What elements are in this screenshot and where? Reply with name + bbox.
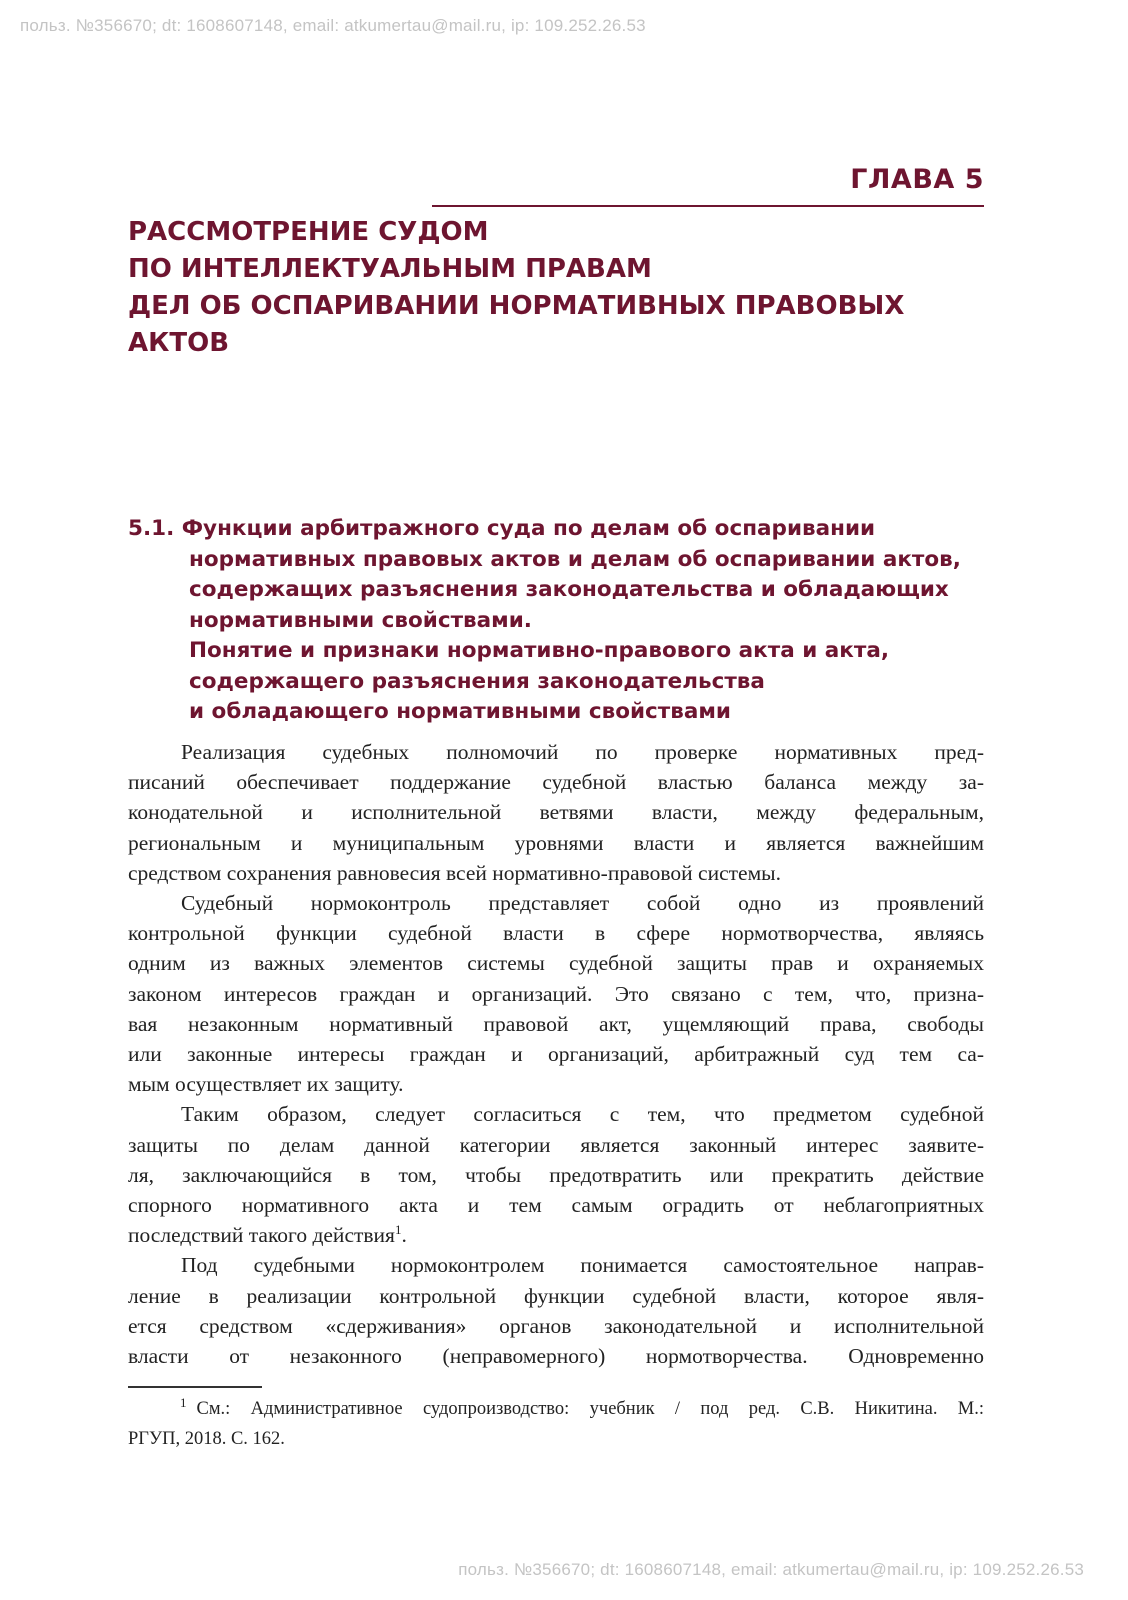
body-line: Реализация судебных полномочий по проверке нормативных пред- bbox=[181, 740, 984, 764]
chapter-title-line: ПО ИНТЕЛЛЕКТУАЛЬНЫМ ПРАВАМ bbox=[128, 254, 652, 284]
footnote-mark: 1 bbox=[180, 1394, 187, 1410]
body-text bbox=[128, 737, 984, 1371]
body-line-text: последствий такого действия bbox=[128, 1223, 395, 1248]
chapter-title bbox=[128, 214, 988, 362]
footnote-divider bbox=[128, 1386, 262, 1388]
chapter-title-line: ДЕЛ ОБ ОСПАРИВАНИИ НОРМАТИВНЫХ ПРАВОВЫХ bbox=[128, 291, 905, 321]
body-line: законом интересов граждан и организаций. Это связано с тем, что, призна- bbox=[128, 981, 984, 1006]
chapter-title-line: РАССМОТРЕНИЕ СУДОМ bbox=[128, 217, 489, 247]
body-line: Судебный нормоконтроль представляет собой одно из проявлений bbox=[181, 891, 984, 916]
body-line: спорного нормативного акта и тем самым оградить от неблагоприятных bbox=[128, 1193, 984, 1218]
body-line: средством сохранения равновесия всей нормативно-правовой системы. bbox=[128, 860, 781, 885]
body-line: власти от незаконного (неправомерного) нормотворчества. Одновременно bbox=[128, 1344, 984, 1369]
section-heading-line: 5.1. Функции арбитражного суда по делам об оспаривании bbox=[128, 516, 876, 541]
body-line: защиты по делам данной категории является законный интерес заявите- bbox=[128, 1132, 984, 1157]
chapter-title-line: АКТОВ bbox=[128, 328, 230, 358]
footnote-line bbox=[128, 1394, 984, 1424]
section-subheading-line: и обладающего нормативными свойствами bbox=[189, 699, 731, 724]
body-line: одним из важных элементов системы судебной защиты прав и охраняемых bbox=[128, 951, 984, 976]
section-subheading-line: Понятие и признаки нормативно-правового акта и акта, bbox=[189, 638, 889, 663]
section-subheading-line: содержащего разъяснения законодательства bbox=[189, 668, 765, 694]
body-line: Под судебными нормоконтролем понимается самостоятельное направ- bbox=[181, 1253, 984, 1278]
body-line: ление в реализации контрольной функции судебной власти, которое явля- bbox=[128, 1283, 984, 1308]
body-line: ля, заключающийся в том, чтобы предотвратить или прекратить действие bbox=[128, 1162, 984, 1187]
body-line: региональным и муниципальным уровнями власти и является важнейшим bbox=[128, 830, 984, 855]
body-line-period: . bbox=[401, 1223, 407, 1248]
footnote-reference[interactable]: 1 bbox=[394, 1222, 402, 1238]
watermark-top: польз. №356670; dt: 1608607148, email: atkumertau@mail.ru, ip: 109.252.26.53 bbox=[20, 16, 646, 35]
body-line: вая незаконным нормативный правовой акт, ущемляющий права, свободы bbox=[128, 1011, 984, 1036]
footnote bbox=[128, 1394, 984, 1454]
body-line: Таким образом, следует согласиться с тем, что предметом судебной bbox=[181, 1102, 984, 1127]
body-line: писаний обеспечивает поддержание судебной властью баланса между за- bbox=[128, 770, 984, 795]
footnote-text: См.: Административное судопроизводство: учебник / под ред. С.В. Никитина. М.: bbox=[196, 1399, 984, 1419]
section-heading-line: нормативными свойствами. bbox=[189, 607, 532, 633]
body-line: контрольной функции судебной власти в сфере нормотворчества, являясь bbox=[128, 921, 984, 946]
body-line-with-footnote bbox=[128, 1220, 984, 1250]
body-line: конодательной и исполнительной ветвями власти, между федеральным, bbox=[128, 800, 984, 825]
watermark-bottom: польз. №356670; dt: 1608607148, email: atkumertau@mail.ru, ip: 109.252.26.53 bbox=[458, 1560, 1084, 1579]
section-heading bbox=[128, 514, 998, 728]
body-line: мым осуществляет их защиту. bbox=[128, 1072, 404, 1097]
body-line: или законные интересы граждан и организаций, арбитражный суд тем са- bbox=[128, 1042, 984, 1067]
footnote-line: РГУП, 2018. С. 162. bbox=[128, 1429, 285, 1449]
section-heading-line: содержащих разъяснения законодательства и обладающих bbox=[189, 577, 949, 602]
chapter-label: ГЛАВА 5 bbox=[850, 164, 984, 195]
section-heading-line: нормативных правовых актов и делам об оспаривании актов, bbox=[189, 546, 961, 572]
chapter-rule bbox=[432, 205, 984, 207]
body-line: ется средством «сдерживания» органов законодательной и исполнительной bbox=[128, 1313, 984, 1338]
